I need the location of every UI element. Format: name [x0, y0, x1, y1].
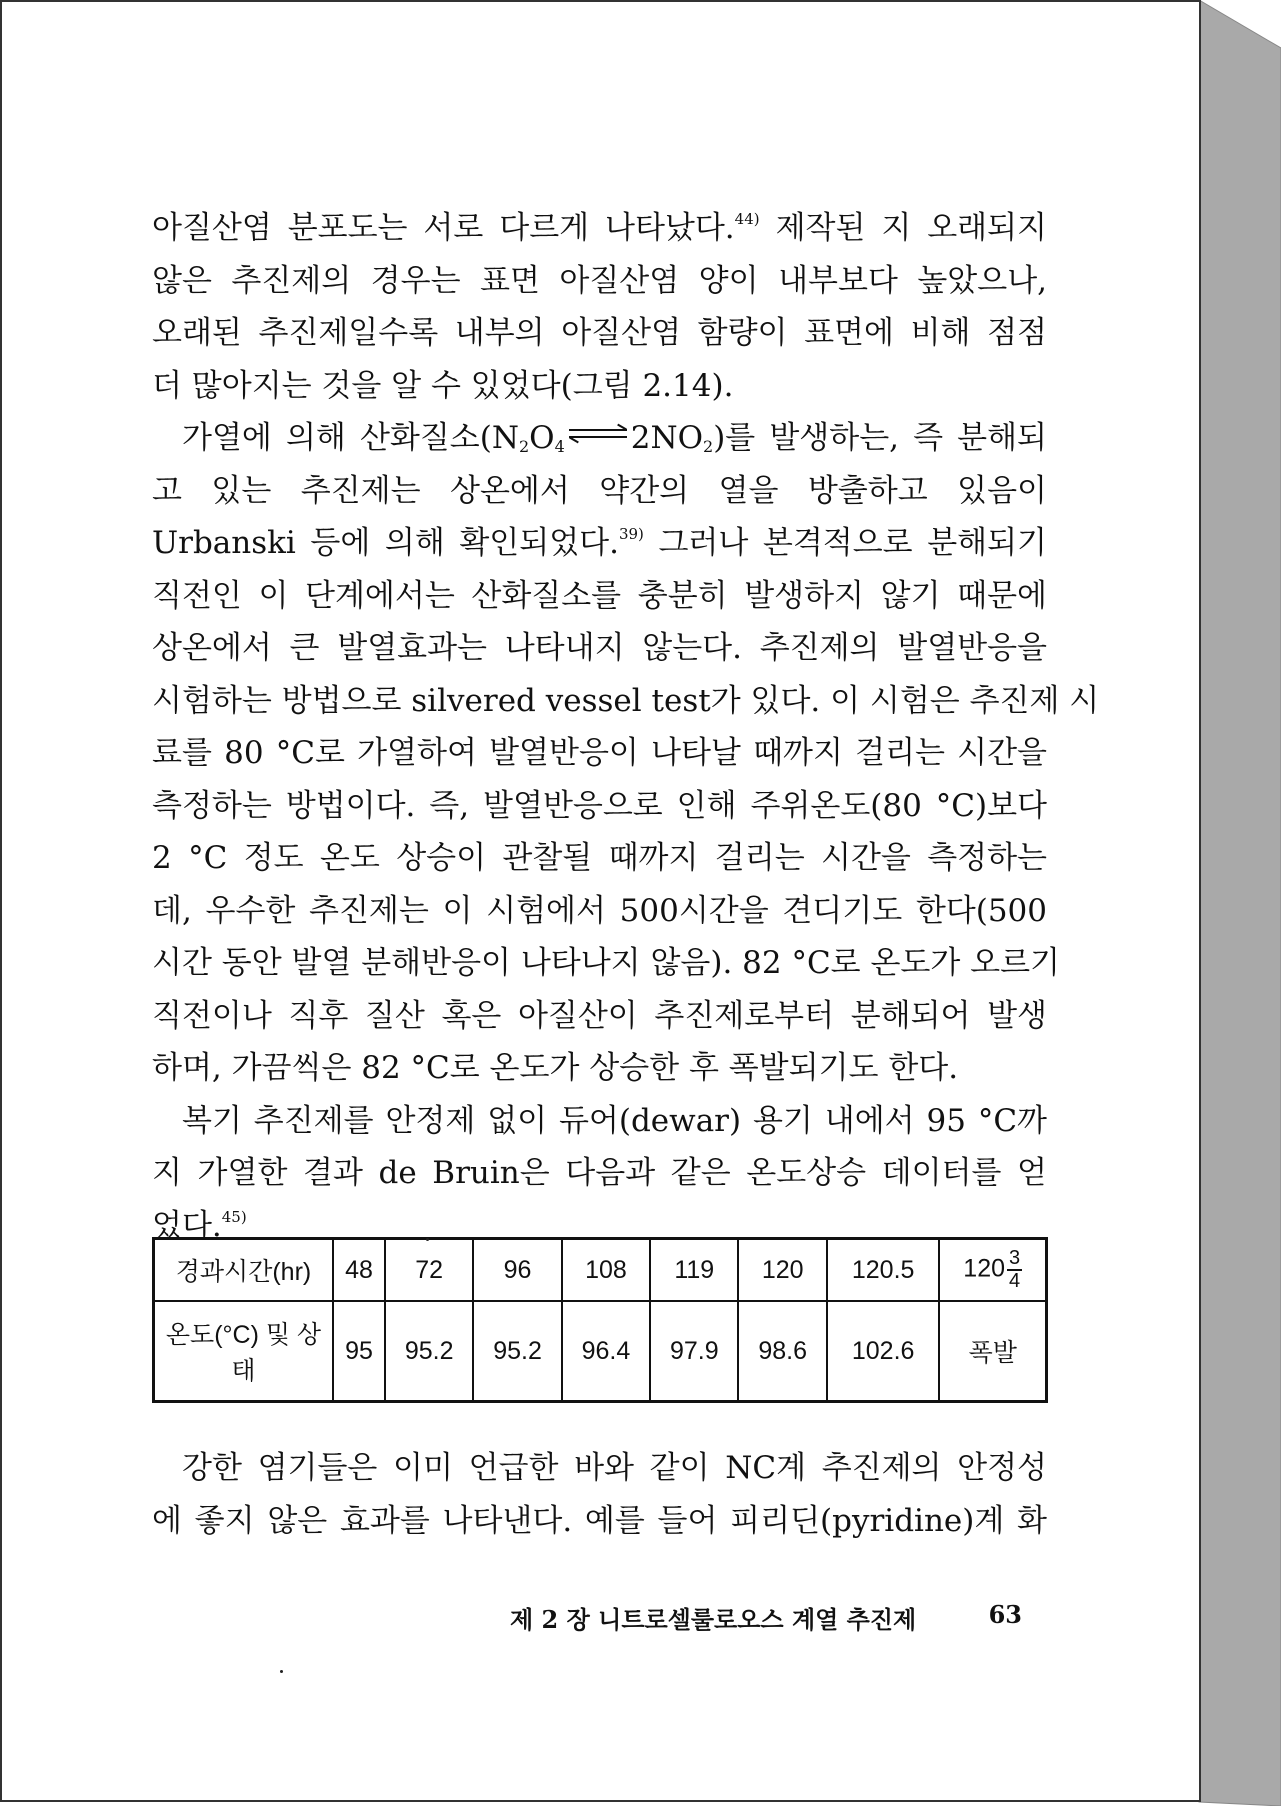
text-line: 직전인 이 단계에서는 산화질소를 충분히 발생하지 않기 때문에	[152, 577, 1047, 614]
table-cell: 119	[650, 1239, 738, 1302]
page-number: 63	[988, 1600, 1022, 1629]
chapter-title: 제 2 장 니트로셀룰로오스 계열 추진제	[510, 1605, 917, 1634]
body-text-upper	[152, 202, 1100, 1252]
table-row	[154, 1301, 1047, 1401]
text-line: Urbanski 등에 의해 확인되었다.$^{39)}$ 그러나 본격적으로 분해되기	[152, 525, 1047, 561]
table-cell: 72	[385, 1239, 473, 1302]
table-cell: 95.2	[473, 1301, 561, 1401]
table-cell: 48	[333, 1239, 385, 1302]
scan-speck	[426, 1238, 429, 1241]
text-line: 데, 우수한 추진제는 이 시험에서 500시간을 견디기도 한다(500	[152, 892, 1047, 929]
table-cell: 95.2	[385, 1301, 473, 1401]
text-line: 었다.$^{45)}$	[152, 1207, 247, 1244]
fraction: $\frac{3}{4}$	[1009, 1247, 1021, 1293]
text-line: 하며, 가끔씩은 82 °C로 온도가 상승한 후 폭발되기도 한다.	[152, 1050, 959, 1086]
text-line: 상온에서 큰 발열효과는 나타내지 않는다. 추진제의 발열반응을	[152, 630, 1047, 666]
table-cell: 120	[738, 1239, 826, 1302]
text-line: 강한 염기들은 이미 언급한 바와 같이 NC계 추진제의 안정성	[182, 1450, 1047, 1486]
page-footer	[510, 1600, 1022, 1635]
table-cell: 95	[333, 1301, 385, 1401]
text-line: 더 많아지는 것을 알 수 있었다(그림 2.14).	[152, 367, 734, 404]
text-line: 에 좋지 않은 효과를 나타낸다. 예를 들어 피리딘(pyridine)계 화	[152, 1502, 1047, 1539]
text-line: 아질산염 분포도는 서로 다르게 나타났다.$^{44)}$ 제작된 지 오래되지	[152, 210, 1047, 246]
table-row-header: 온도(°C) 및 상태	[154, 1301, 334, 1401]
table-cell: 120 $\frac{3}{4}$	[939, 1239, 1046, 1302]
table-row	[154, 1239, 1047, 1302]
table-row-header: 경과시간(hr)	[154, 1239, 334, 1302]
table-cell: 98.6	[738, 1301, 826, 1401]
text-line: 않은 추진제의 경우는 표면 아질산염 양이 내부보다 높았으나,	[152, 262, 1047, 299]
table-cell: 96.4	[562, 1301, 650, 1401]
text-line: 오래된 추진제일수록 내부의 아질산염 함량이 표면에 비해 점점	[152, 315, 1047, 351]
text-line: 시험하는 방법으로 silvered vessel test가 있다. 이 시험은 추진제 시	[152, 682, 1100, 719]
text-line: 시간 동안 발열 분해반응이 나타나지 않음). 82 °C로 온도가 오르기	[152, 945, 1061, 981]
text-line: 가열에 의해 산화질소($N_2O_4$ $2NO_2$)를 발생하는, 즉 분해되	[182, 420, 1047, 456]
temperature-data-table	[152, 1237, 1048, 1403]
table-cell: 102.6	[827, 1301, 940, 1401]
body-text-lower	[152, 1442, 1047, 1547]
text-line: 2 °C 정도 온도 상승이 관찰될 때까지 걸리는 시간을 측정하는	[152, 840, 1047, 876]
table-cell: 108	[562, 1239, 650, 1302]
equilibrium-arrow-icon	[569, 426, 627, 442]
text-line: 직전이나 직후 질산 혹은 아질산이 추진제로부터 분해되어 발생	[152, 997, 1047, 1034]
table-cell: 폭발	[939, 1301, 1046, 1401]
text-line: 료를 80 °C로 가열하여 발열반응이 나타날 때까지 걸리는 시간을	[152, 735, 1047, 771]
text-line: 고 있는 추진제는 상온에서 약간의 열을 방출하고 있음이	[152, 472, 1047, 509]
table-cell: 96	[473, 1239, 561, 1302]
table-cell: 120.5	[827, 1239, 940, 1302]
text-line: 복기 추진제를 안정제 없이 듀어(dewar) 용기 내에서 95 °C까	[182, 1102, 1047, 1139]
scan-speck	[280, 1670, 283, 1673]
text-line: 지 가열한 결과 de Bruin은 다음과 같은 온도상승 데이터를 얻	[152, 1155, 1047, 1191]
text-line: 측정하는 방법이다. 즉, 발열반응으로 인해 주위온도(80 °C)보다	[152, 787, 1047, 824]
table-cell: 97.9	[650, 1301, 738, 1401]
